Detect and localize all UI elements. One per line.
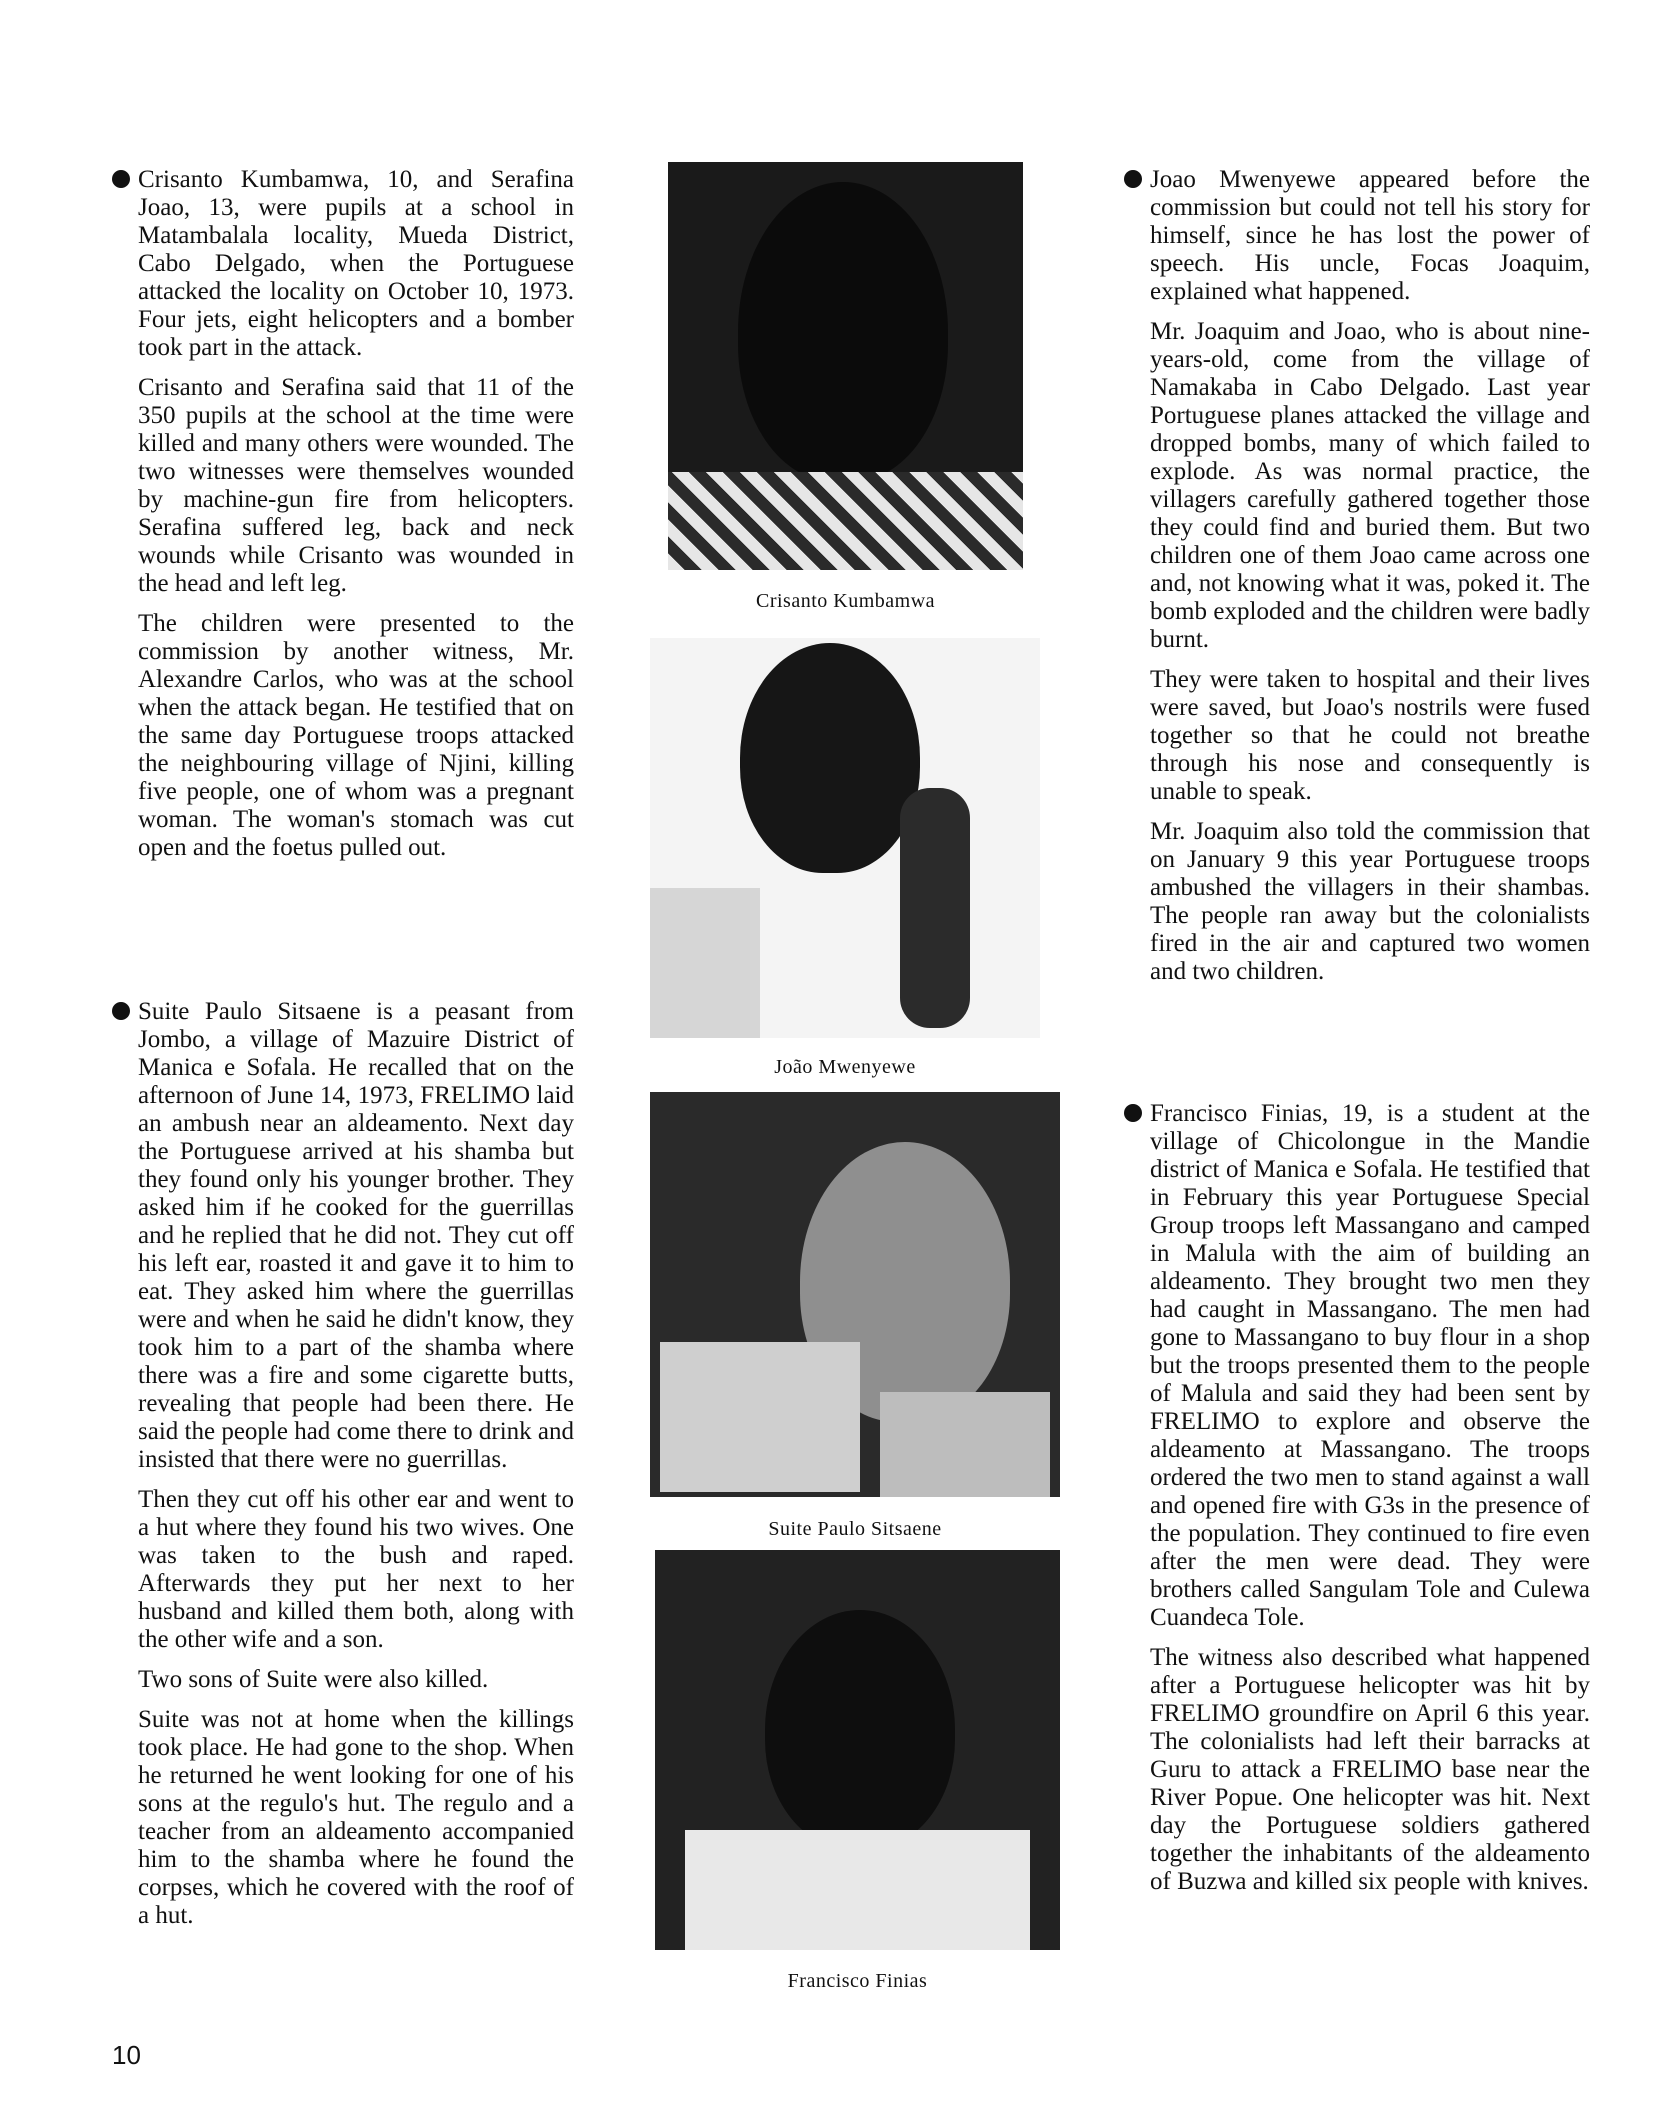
joao-mwenyewe-photo [650, 638, 1040, 1038]
paragraph: Crisanto and Serafina said that 11 of the 350 pupils at the school at the time were killed and many others were wounded. The two witnesses were themselves wounded by machine-gun fire from helicopters. Serafina suffered leg, back and neck wounds while Crisanto was wounded in the head and left leg. [138, 374, 574, 597]
paragraph: Suite Paulo Sitsaene is a peasant from Jombo, a village of Mazuire District of Manica e Sofala. He recalled that on the afternoon of June 14, 1973, FRELIMO laid an ambush near an aldeamento. Next day the Portuguese arrived at his shamba but they found only his younger brother. They asked him if he cooked for the guerrillas and he replied that he did not. They cut off his left ear, roasted it and gave it to him to eat. They asked him where the guerrillas were and when he said he didn't know, they took him to a part of the shamba where there was a fire and some cigarette butts, revealing that people had been there. He said the people had come there to drink and insisted that there were no guerrillas. [138, 998, 574, 1473]
bullet-icon [1124, 1104, 1142, 1122]
page-number: 10 [112, 2040, 141, 2070]
paragraph: Then they cut off his other ear and went to a hut where they found his two wives. One was taken to the bush and raped. Afterwards they put her next to her husband and killed them both, along with the other wife and a son. [138, 1486, 574, 1653]
photo-caption: João Mwenyewe [774, 1056, 916, 1078]
crisanto-serafina-section [138, 166, 574, 874]
francisco-finias-photo [655, 1550, 1060, 1950]
paragraph: They were taken to hospital and their lives were saved, but Joao's nostrils were fused together so that he could not breathe through his nose and consequently is unable to speak. [1150, 666, 1590, 805]
photo-caption: Francisco Finias [787, 1970, 928, 1992]
joao-mwenyewe-section [1150, 166, 1590, 998]
suite-paulo-section [138, 998, 574, 1942]
bullet-icon [1124, 170, 1142, 188]
paragraph: The children were presented to the commission by another witness, Mr. Alexandre Carlos, who was at the school when the attack began. He testified that on the same day Portuguese troops attacked the neighbouring village of Njini, killing five people, one of whom was a pregnant woman. The woman's stomach was cut open and the foetus pulled out. [138, 610, 574, 861]
crisanto-kumbamwa-photo [668, 162, 1023, 570]
paragraph: Crisanto Kumbamwa, 10, and Serafina Joao, 13, were pupils at a school in Matambalala locality, Mueda District, Cabo Delgado, when the Portuguese attacked the locality on October 10, 1973. Four jets, eight helicopters and a bomber took part in the attack. [138, 166, 574, 361]
bullet-icon [112, 170, 130, 188]
paragraph: Suite was not at home when the killings took place. He had gone to the shop. When he returned he went looking for one of his sons at the regulo's hut. The regulo and a teacher from an aldeamento accompanied him to the shamba where he found the corpses, which he covered with the roof of a hut. [138, 1706, 574, 1929]
suite-paulo-sitsaene-photo [650, 1092, 1060, 1497]
paragraph: Mr. Joaquim also told the commission that on January 9 this year Portuguese troops ambushed the villagers in their shambas. The people ran away but the colonialists fired in the air and captured two women and two children. [1150, 818, 1590, 985]
paragraph: Two sons of Suite were also killed. [138, 1666, 489, 1693]
paragraph: The witness also described what happened after a Portuguese helicopter was hit by FRELIMO groundfire on April 6 this year. The colonialists had left their barracks at Guru to attack a FRELIMO base near the River Popue. One helicopter was hit. Next day the Portuguese soldiers gathered together the inhabitants of the aldeamento of Buzwa and killed six people with knives. [1150, 1644, 1590, 1895]
paragraph: Joao Mwenyewe appeared before the commission but could not tell his story for himself, since he has lost the power of speech. His uncle, Focas Joaquim, explained what happened. [1150, 166, 1590, 305]
bullet-icon [112, 1002, 130, 1020]
paragraph: Mr. Joaquim and Joao, who is about nine-years-old, come from the village of Namakaba in Cabo Delgado. Last year Portuguese planes attacked the village and dropped bombs, many of which failed to explode. As was normal practice, the villagers carefully gathered together those they could find and buried them. But two children one of them Joao came across one and, not knowing what it was, poked it. The bomb exploded and the children were badly burnt. [1150, 318, 1590, 653]
paragraph: Francisco Finias, 19, is a student at the village of Chicolongue in the Mandie district of Manica e Sofala. He testified that in February this year Portuguese Special Group troops left Massangano and camped in Malula with the aim of building an aldeamento. They brought two men they had caught in Massangano. The men had gone to Massangano to buy flour in a shop but the troops presented them to the people of Malula and said they had been sent by FRELIMO to explore and observe the aldeamento at Massangano. The troops ordered the two men to stand against a wall and opened fire with G3s in the presence of the population. They continued to fire even after the men were dead. They were brothers called Sangulam Tole and Culewa Cuandeca Tole. [1150, 1100, 1590, 1631]
francisco-finias-section [1150, 1100, 1590, 1908]
photo-caption: Crisanto Kumbamwa [755, 590, 936, 612]
photo-caption: Suite Paulo Sitsaene [768, 1518, 942, 1540]
